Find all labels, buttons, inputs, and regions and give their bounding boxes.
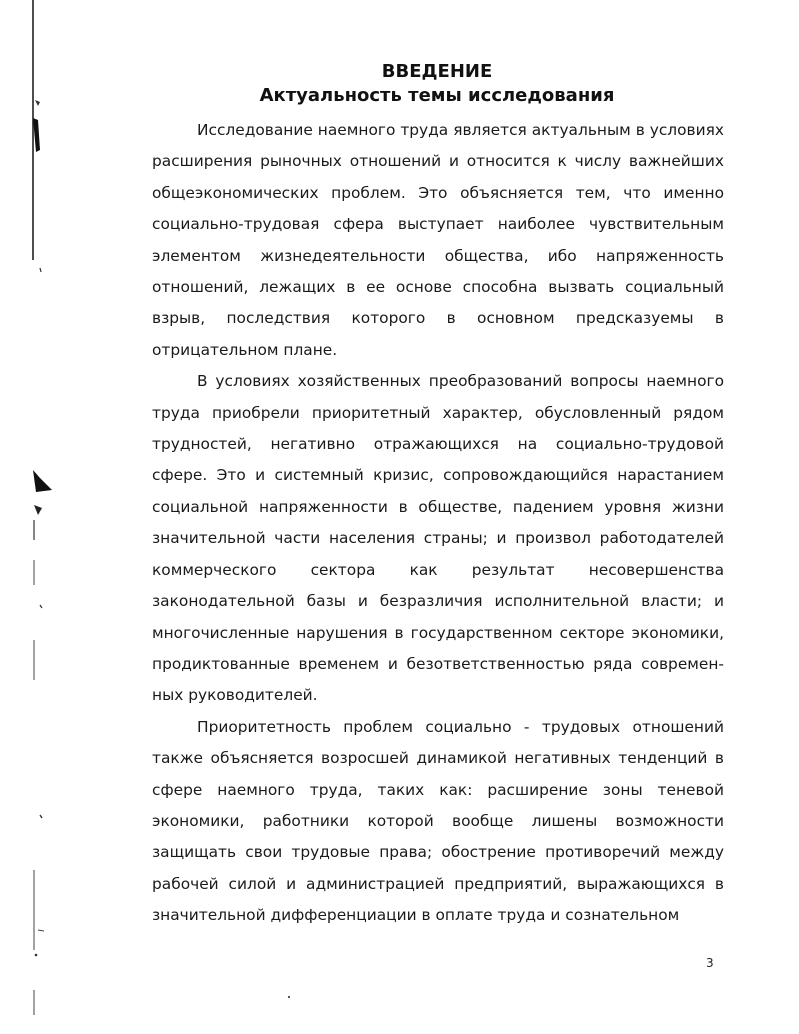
- paragraph-2: В условиях хозяйственных преобразований вопросы наемного труда приобрели приоритетный характер, обусловленный рядом трудностей, негативно отражающихся на социально-трудовой сфере. Это и системный кризис, сопровождающийся нарастанием социальной напряженности в обществе, падением уровня жизни значительной части населения страны; и произвол работодателей коммерческого сектора как результат несовершенства законодательной базы и безразличия исполнительной власти; и многочисленные нарушения в государственном секторе экономики, продиктованные временем и безответственностью ряда современ-ных руководителей.: [152, 372, 724, 705]
- paragraph-1: Исследование наемного труда является актуальным в условиях расширения рыночных отношений и относится к числу важнейших общеэкономических проблем. Это объясняется тем, что именно социально-трудовая сфера выступает наиболее чувствительным элементом жизнедеятельности общества, ибо напряженность отношений, лежащих в ее основе способна вызвать социальный взрыв, последствия которого в основном предсказуемы в отрицательном плане.: [152, 121, 724, 359]
- section-subtitle: Актуальность темы исследования: [259, 85, 615, 106]
- scan-speck: [288, 996, 290, 998]
- page-title: ВВЕДЕНИЕ: [381, 61, 493, 82]
- paragraph-3: Приоритетность проблем социально - трудовых отношений также объясняется возросшей динамикой негативных тенденций в сфере наемного труда, таких как: расширение зоны теневой экономики, работники которой вообще лишены возможности защищать свои трудовые права; обострение противоречий между рабочей силой и администрацией предприятий, выражающихся в значительной дифференциации в оплате труда и сознательном: [152, 717, 724, 925]
- page-number: 3: [706, 956, 714, 970]
- body-text: [152, 115, 724, 932]
- scan-edge-artifacts: [0, 0, 60, 1034]
